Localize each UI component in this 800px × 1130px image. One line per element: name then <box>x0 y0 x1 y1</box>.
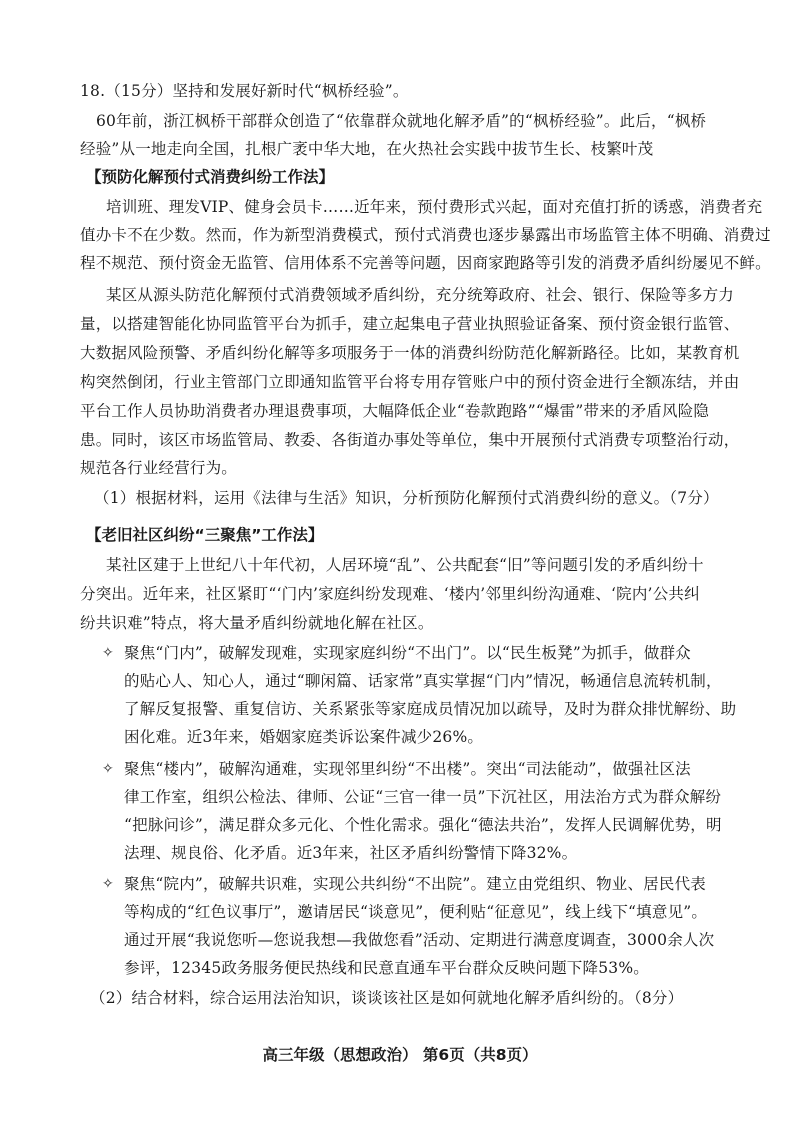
bullet1-line: 了解反复报警、重复信访、关系紧张等家庭成员情况加以疏导，及时为群众排忧解纷、助 <box>124 700 737 718</box>
bullet3-line: 聚焦“院内”，破解共识难，实现公共纠纷“不出院”。建立由党组织、物业、居民代表 <box>124 875 706 893</box>
bullet3-line: 通过开展“我说您听—您说我想—我做您看”活动、定期进行满意度调查，3000余人次 <box>124 931 715 949</box>
bullet1-line: 聚焦“门内”，破解发现难，实现家庭纠纷“不出门”。以“民生板凳”为抓手，做群众 <box>124 644 691 662</box>
section1-para2-line: 大数据风险预警、矛盾纠纷化解等多项服务于一体的消费纠纷防范化解新路径。比如，某教育机 <box>80 344 740 362</box>
section2-intro-line: 某社区建于上世纪八十年代初，人居环境“乱”、公共配套“旧”等问题引发的矛盾纠纷十 <box>106 556 704 574</box>
bullet1-line: 的贴心人、知心人，通过“聊闲篇、话家常”真实掌握“门内”情况，畅通信息流转机制， <box>124 672 722 690</box>
question-2: （2）结合材料，综合运用法治知识，谈谈该社区是如何就地化解矛盾纠纷的。（8分） <box>90 989 684 1007</box>
question-title: 18.（15分）坚持和发展好新时代“枫桥经验”。 <box>80 82 409 100</box>
section1-para1-line: 程不规范、预付资金无监管、信用体系不完善等问题，因商家跑路等引发的消费矛盾纠纷屡见不鲜。 <box>80 254 771 272</box>
section1-para2-line: 某区从源头防范化解预付式消费领域矛盾纠纷，充分统筹政府、社会、银行、保险等多方力 <box>106 286 735 304</box>
section2-intro-line: 纷共识难”特点，将大量矛盾纠纷就地化解在社区。 <box>80 614 434 632</box>
section1-para1-line: 值办卡不在少数。然而，作为新型消费模式，预付式消费也逐步暴露出市场监管主体不明确、消费过 <box>80 226 771 244</box>
question-1: （1）根据材料，运用《法律与生活》知识，分析预防化解预付式消费纠纷的意义。（7分） <box>94 489 719 507</box>
section1-para2-line: 构突然倒闭，行业主管部门立即通知监管平台将专用存管账户中的预付资金进行全额冻结，并由 <box>80 373 740 391</box>
bullet2-line: 律工作室，组织公检法、律师、公证“三官一律一员”下沉社区，用法治方式为群众解纷 <box>124 788 722 806</box>
section2-heading: 【老旧社区纠纷“三聚焦”工作法】 <box>86 526 324 544</box>
bullet2-line: “把脉问诊”，满足群众多元化、个性化需求。强化“德法共治”，发挥人民调解优势，明 <box>124 816 722 834</box>
bullet3-line: 等构成的“红色议事厅”，邀请居民“谈意见”，便利贴“征意见”，线上线下“填意见”。 <box>124 903 708 921</box>
question-intro-line: 60年前，浙江枫桥干部群众创造了“依靠群众就地化解矛盾”的“枫桥经验”。此后，“枫桥 <box>96 112 707 130</box>
section1-para2-line: 平台工作人员协助消费者办理退费事项，大幅降低企业“卷款跑路”“爆雷”带来的矛盾风险隐 <box>80 402 710 420</box>
diamond-bullet-icon: ✧ <box>102 645 114 661</box>
bullet3-line: 参评，12345政务服务便民热线和民意直通车平台群众反映问题下降53%。 <box>124 959 649 977</box>
section1-para1-line: 培训班、理发VIP、健身会员卡……近年来，预付费形式兴起，面对充值打折的诱惑，消费者充 <box>106 198 763 216</box>
question-intro-line: 经验”从一地走向全国，扎根广袤中华大地，在火热社会实践中拔节生长、枝繁叶茂 <box>80 140 654 158</box>
section1-para2-line: 患。同时，该区市场监管局、教委、各街道办事处等单位，集中开展预付式消费专项整治行动， <box>80 431 740 449</box>
bullet2-line: 聚焦“楼内”，破解沟通难，实现邻里纠纷“不出楼”。突出“司法能动”，做强社区法 <box>124 760 691 778</box>
section1-para2-line: 规范各行业经营行为。 <box>80 459 238 477</box>
bullet2-line: 法理、规良俗、化矛盾。近3年来，社区矛盾纠纷警情下降32%。 <box>124 844 578 862</box>
diamond-bullet-icon: ✧ <box>102 876 114 892</box>
diamond-bullet-icon: ✧ <box>102 761 114 777</box>
section1-para2-line: 量，以搭建智能化协同监管平台为抓手，建立起集电子营业执照验证备案、预付资金银行监管、 <box>80 315 740 333</box>
page-footer: 高三年级（思想政治） 第6页（共8页） <box>262 1046 538 1064</box>
section2-intro-line: 分突出。近年来，社区紧盯“‘门内’家庭纠纷发现难、‘楼内’邻里纠纷沟通难、‘院内’公共纠 <box>80 585 700 603</box>
section1-heading: 【预防化解预付式消费纠纷工作法】 <box>86 168 335 186</box>
bullet1-line: 困化难。近3年来，婚姻家庭类诉讼案件减少26%。 <box>124 728 484 746</box>
